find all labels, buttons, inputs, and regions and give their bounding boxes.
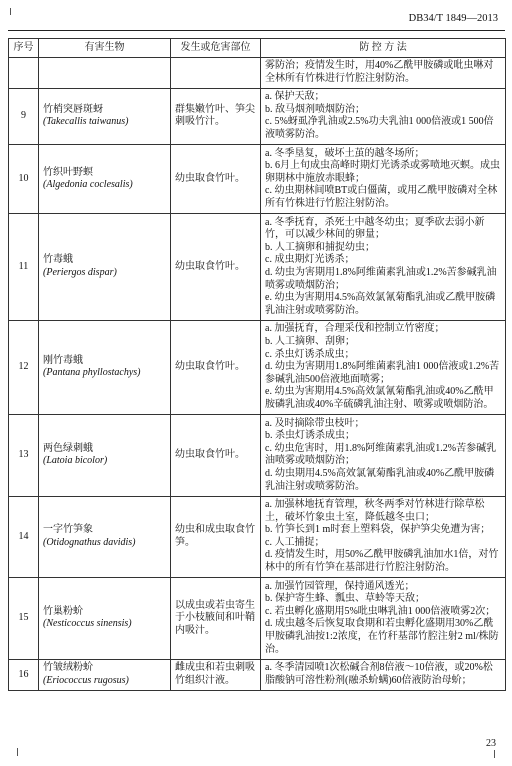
control-methods [261,578,506,660]
table-row [9,145,506,214]
pest-name-cell [39,88,171,144]
method-item: b. 保护寄生蜂、瓢虫、草蛉等天敌； [265,593,425,605]
pest-latin-name: (Periergos dispar) [43,267,117,278]
method-item: a. 冬季抚育，杀死土中越冬幼虫；夏季砍去弱小新竹，可以减少林间的卵量； [265,216,485,241]
method-item: a. 加强抚育，合理采伐和控制立竹密度； [265,323,445,335]
method-item: d. 疫情发生时，用50%乙酰甲胺磷乳油加水1倍，对竹林中的所有竹笋在基部进行竹腔注射防治。 [265,549,499,574]
pest-chinese-name: 刚竹毒蛾 [43,354,83,366]
damage-site: 以成虫或若虫寄生于小枝腋间和叶鞘内吸汁。 [171,578,261,660]
pest-latin-name: (Takecallis taiwanus) [43,116,129,128]
pest-name-cell [39,57,171,88]
row-number: 16 [9,659,39,690]
damage-site: 群集嫩竹叶、笋尖刺吸竹汁。 [171,88,261,144]
pest-chinese-name: 一字竹笋象 [43,524,93,536]
control-methods [261,415,506,497]
method-item: c. 幼虫期林间喷BT或白僵菌，或用乙酰甲胺磷对全林所有竹株进行竹腔注射防治。 [265,185,498,210]
pest-name-cell [39,214,171,321]
row-number: 14 [9,496,39,578]
pest-name-cell [39,415,171,497]
method-item: d. 幼虫为害期用1.8%阿维菌素乳油1 000倍液或1.2%苦参碱乳油500倍液地面喷雾； [265,361,500,385]
method-item: c. 成虫期灯光诱杀； [265,254,355,266]
document-code: DB34/T 1849—2013 [408,13,498,24]
pest-latin-name: (Otidognathus davidis) [43,536,136,548]
pest-latin-name: (Eriococcus rugosus) [43,674,129,686]
pest-chinese-name: 竹巢粉蚧 [43,605,83,617]
damage-site [171,57,261,88]
header-pest: 有害生物 [39,39,171,58]
row-number: 13 [9,415,39,497]
control-methods [261,320,506,414]
pest-chinese-name: 竹皱绒粉蚧 [43,662,93,674]
method-item: a. 加强竹园管理，保持通风透光； [265,580,415,592]
row-number: 9 [9,88,39,144]
row-number: 10 [9,145,39,214]
header-control-methods: 防 控 方 法 [261,39,506,58]
method-item: a. 加强林地抚育管理，秋冬两季对竹林进行除草松土，破坏竹象虫土室，降低越冬虫口； [265,499,485,523]
method-item: d. 幼虫为害期用1.8%阿维菌素乳油或1.2%苦参碱乳油喷雾或喷烟防治； [265,267,497,291]
pest-latin-name: (Algedonia coclesalis) [43,179,133,191]
method-item: b. 人工摘卵、刮卵； [265,335,355,347]
row-number: 12 [9,320,39,414]
table-row [9,578,506,660]
crop-mark-bottom-right [494,750,495,758]
pest-name-cell [39,145,171,214]
method-item: b. 竹笋长到1 m时套上塑料袋，保护笋尖免遭为害； [265,524,491,536]
method-item: d. 成虫越冬后恢复取食期和若虫孵化盛期用30%乙酰甲胺磷乳油按1:2浓度，在竹秆基部竹腔注射2 ml/株防治。 [265,618,499,655]
pest-latin-name: (Latoia bicolor) [43,455,108,467]
table-row [9,496,506,578]
table-row-continuation [9,57,506,88]
table-row [9,214,506,321]
header-rule [8,30,505,31]
control-methods [261,88,506,144]
pest-chinese-name: 竹毒蛾 [43,254,73,266]
pest-chinese-name: 竹梢突唇斑蚜 [43,103,103,115]
row-number: 11 [9,214,39,321]
pest-name-cell [39,496,171,578]
control-methods [261,57,506,88]
header-number: 序号 [9,39,39,58]
damage-site: 幼虫取食竹叶。 [171,145,261,214]
method-item: c. 杀虫灯诱杀成虫； [265,348,355,360]
method-item: b. 敌马烟剂喷烟防治； [265,103,365,115]
method-item: c. 5%蚜虱净乳油或2.5%功夫乳油1 000倍液或1 500倍液喷雾防治。 [265,116,494,141]
method-item: c. 人工捕捉； [265,536,325,548]
method-item: e. 幼虫为害期用4.5%高效氯氰菊酯乳油或乙酰甲胺磷乳油注射或喷雾防治。 [265,292,496,316]
method-item: b. 6月上旬成虫高峰时期灯光诱杀或雾喷地灭螟。成虫卵期林中施放赤眼蜂； [265,160,500,184]
method-item: c. 若虫孵化盛期用5%吡虫啉乳油1 000倍液喷雾2次； [265,605,496,617]
control-methods [261,145,506,214]
row-number [9,57,39,88]
method-item: b. 人工摘卵和捕捉幼虫； [265,241,375,253]
pest-name-cell [39,320,171,414]
control-methods [261,214,506,321]
row-number: 15 [9,578,39,660]
pest-name-cell [39,659,171,690]
damage-site: 幼虫和成虫取食竹笋。 [171,496,261,578]
pest-chinese-name: 竹织叶野螟 [43,166,93,178]
method-item: a. 冬季清园喷1次松碱合剂8倍液～10倍液，或20%松脂酸钠可溶性粉剂(融杀蚧螨)60倍液防治母蚧； [265,662,493,686]
method-item: a. 及时摘除带虫枝叶； [265,417,365,429]
pest-name-cell [39,578,171,660]
table-row [9,320,506,414]
pest-control-table [8,38,506,691]
control-methods [261,496,506,578]
damage-site: 幼虫取食竹叶。 [171,214,261,321]
pest-latin-name: (Nesticoccus sinensis) [43,618,132,630]
table-header-row [9,39,506,58]
method-item: 雾防治；疫情发生时，用40%乙酰甲胺磷或吡虫啉对全林所有竹株进行竹腔注射防治。 [265,60,494,84]
method-item: b. 杀虫灯诱杀成虫； [265,430,355,442]
crop-mark-top-left [10,8,11,15]
damage-site: 幼虫取食竹叶。 [171,320,261,414]
control-methods [261,659,506,690]
pest-chinese-name: 两色绿刺蛾 [43,442,93,454]
header-damage-site: 发生或危害部位 [171,39,261,58]
method-item: a. 冬季垦复，破坏土茧的越冬场所； [265,147,425,159]
table-row [9,415,506,497]
pest-table-body [9,57,506,690]
method-item: d. 幼虫期用4.5%高效氯氰菊酯乳油或40%乙酰甲胺磷乳油注射或喷雾防治。 [265,467,495,492]
method-item: a. 保护天敌； [265,91,325,103]
method-item: e. 幼虫为害期用4.5%高效氯氰菊酯乳油或40%乙酰甲胺磷乳油或40%辛硫磷乳油注射、喷雾或喷烟防治。 [265,386,494,410]
crop-mark-bottom-left [17,748,18,756]
damage-site: 雌成虫和若虫刺吸竹组织汁液。 [171,659,261,690]
table-row [9,659,506,690]
table-row [9,88,506,144]
method-item: c. 幼虫危害时，用1.8%阿维菌素乳油或1.2%苦参碱乳油喷雾或喷烟防治； [265,442,497,467]
page-number: 23 [486,738,496,749]
pest-latin-name: (Pantana phyllostachys) [43,367,141,379]
damage-site: 幼虫取食竹叶。 [171,415,261,497]
